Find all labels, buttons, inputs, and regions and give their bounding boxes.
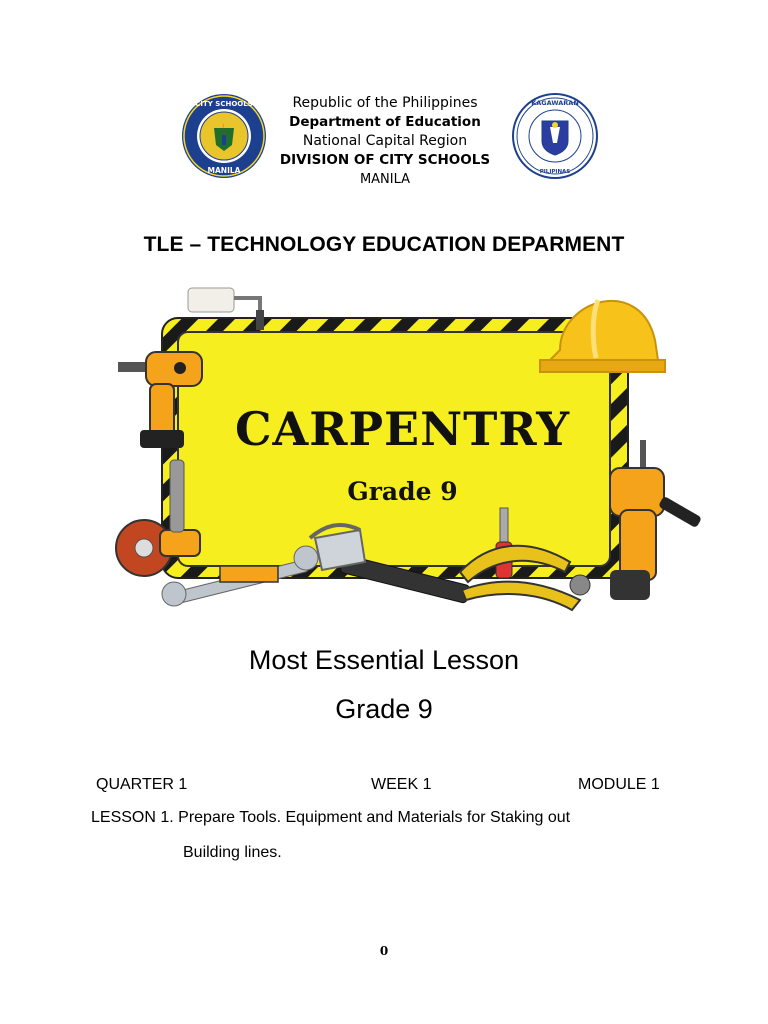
banner-grade: Grade 9: [347, 477, 458, 506]
division-of-city-schools-seal: [181, 93, 267, 179]
mel-grade: Grade 9: [335, 694, 433, 724]
mel-title: Most Essential Lesson: [248, 645, 520, 675]
header-city: MANILA: [359, 172, 411, 187]
quarter-label: QUARTER 1: [96, 776, 188, 793]
module-label: MODULE 1: [578, 776, 660, 793]
header-republic: Republic of the Philippines: [292, 95, 478, 111]
page-number: 0: [379, 944, 389, 958]
svg-text:KAGAWARAN: KAGAWARAN: [531, 99, 579, 107]
department-title: TLE – TECHNOLOGY EDUCATION DEPARMENT: [143, 233, 625, 256]
week-label: WEEK 1: [371, 776, 432, 793]
header-division: DIVISION OF CITY SCHOOLS: [279, 152, 491, 168]
banner-title: CARPENTRY: [234, 402, 571, 456]
svg-text:PILIPINAS: PILIPINAS: [539, 169, 571, 175]
lesson-title-line1: LESSON 1. Prepare Tools. Equipment and Materials for Staking out: [91, 809, 571, 826]
header-block: [270, 94, 500, 189]
svg-text:CITY SCHOOLS: CITY SCHOOLS: [195, 100, 253, 108]
svg-text:MANILA: MANILA: [207, 166, 241, 175]
deped-seal: [512, 93, 598, 179]
carpentry-banner: [110, 280, 710, 640]
lesson-title-line2: Building lines.: [183, 844, 282, 861]
tape-measure-icon: [220, 566, 278, 582]
header-region: National Capital Region: [302, 133, 468, 149]
header-department: Department of Education: [289, 114, 481, 130]
